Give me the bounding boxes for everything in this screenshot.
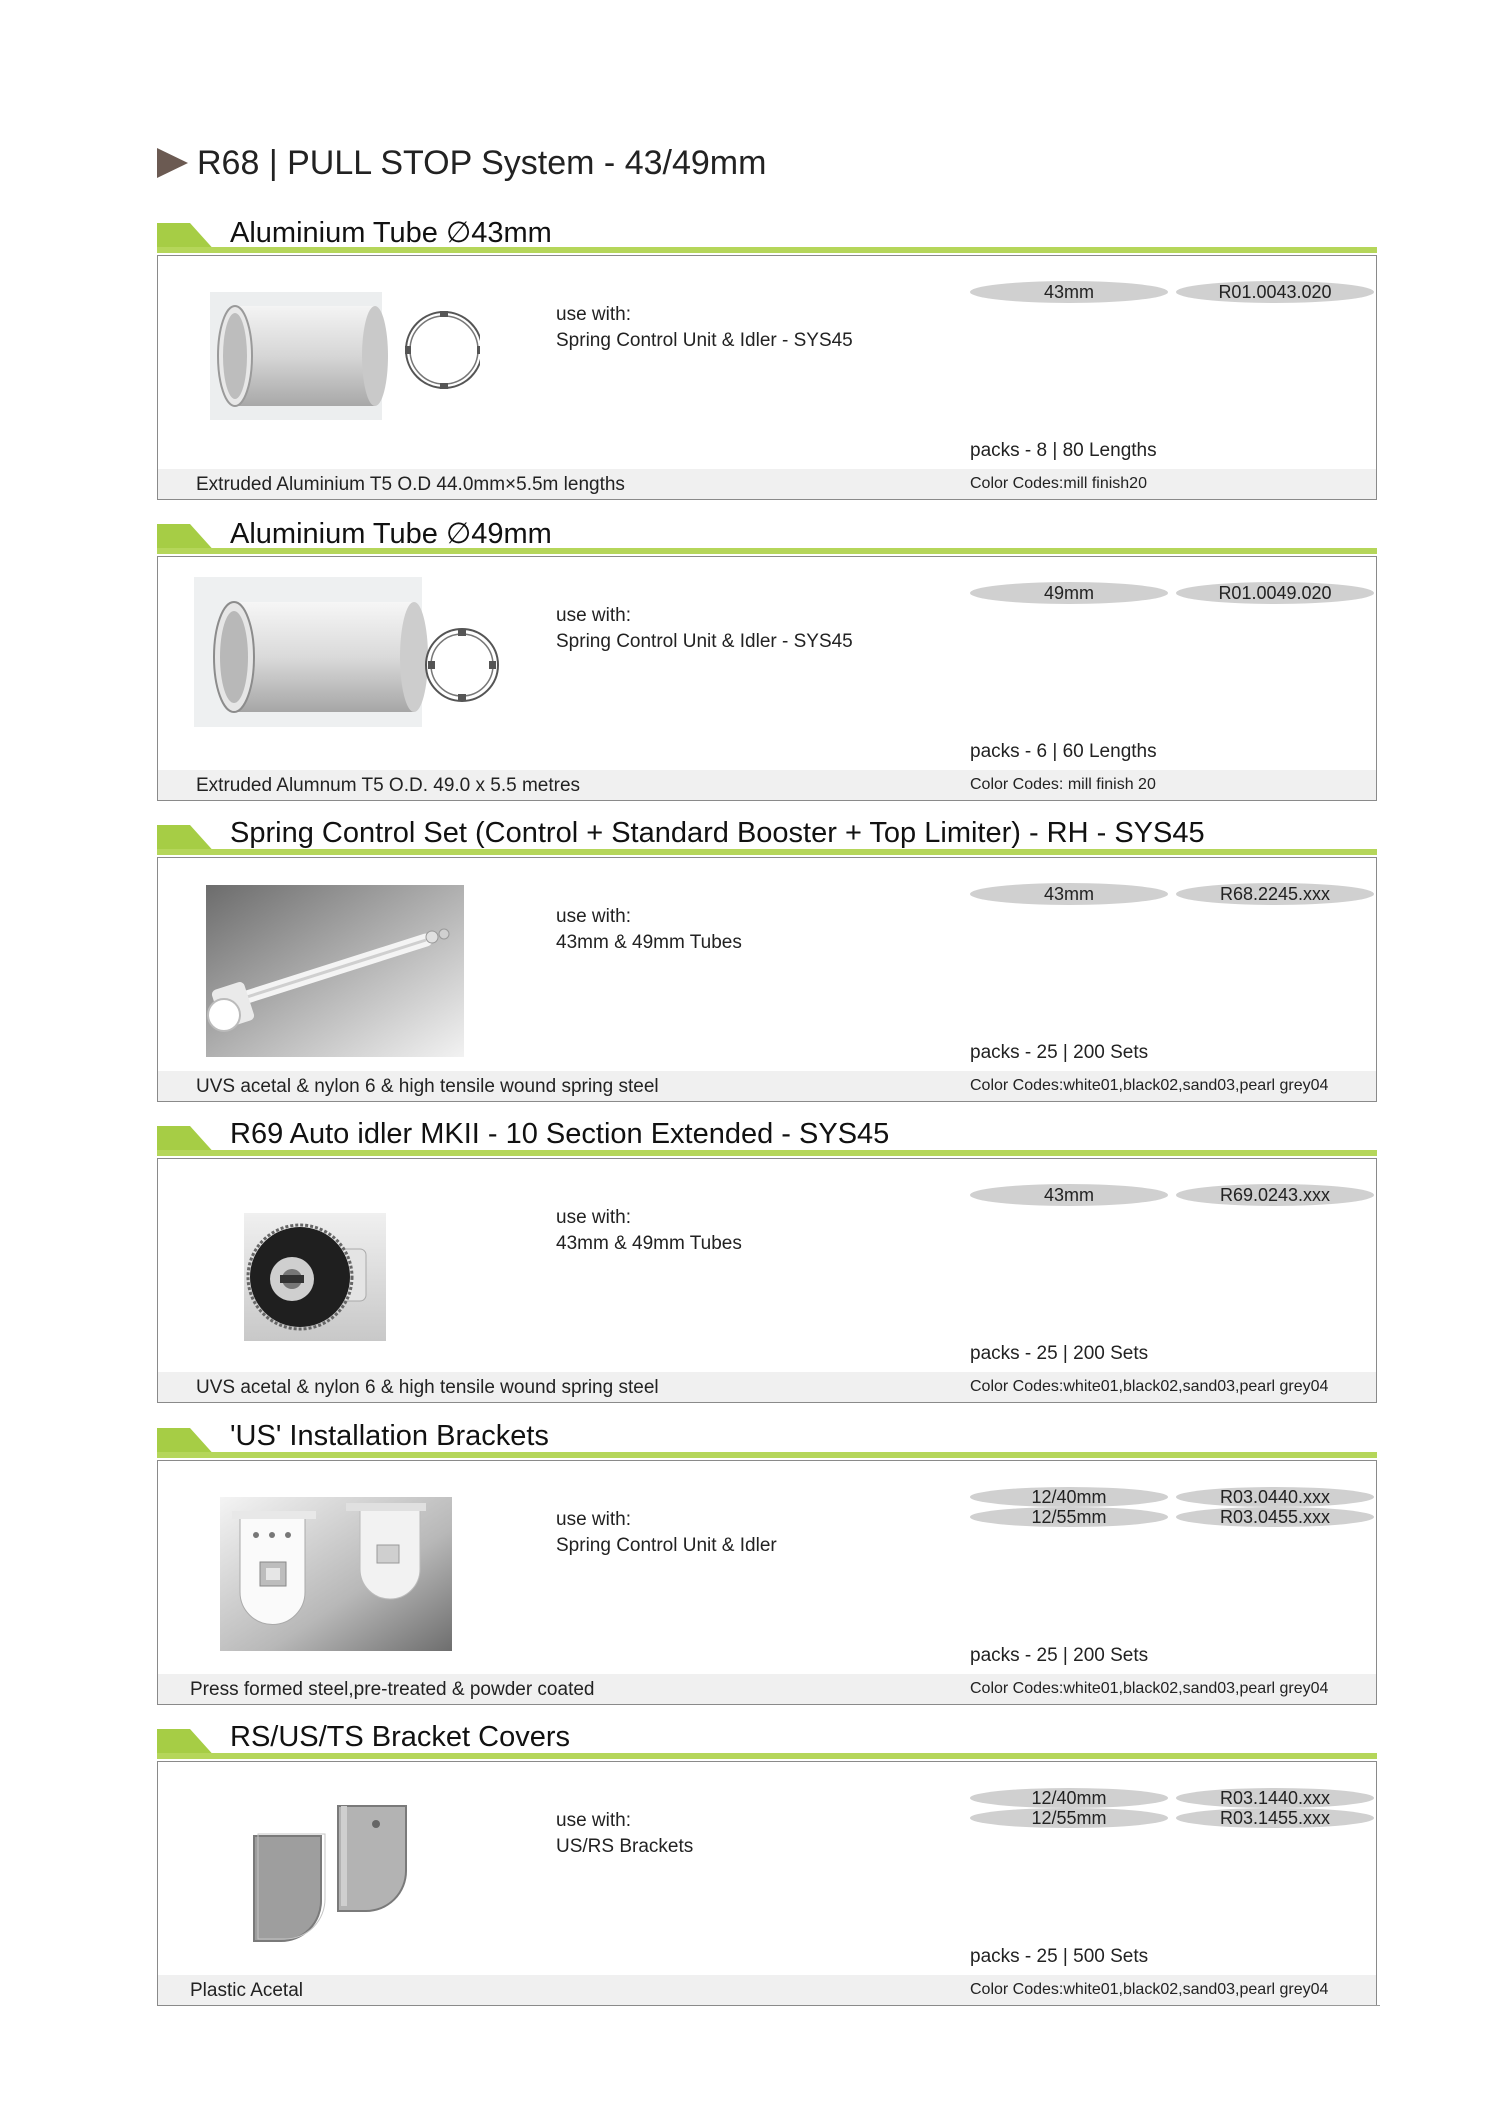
color-codes: Color Codes:white01,black02,sand03,pearl grey04 bbox=[970, 1077, 1329, 1094]
size-pill: 43mm bbox=[970, 883, 1168, 905]
material-text: Extruded Aluminium T5 O.D 44.0mm×5.5m lengths bbox=[196, 474, 625, 495]
size-pill bbox=[970, 1487, 1168, 1527]
code-pill: R69.0243.xxx bbox=[1176, 1184, 1374, 1206]
use-with bbox=[556, 1507, 777, 1559]
size-line-2: 12/55mm bbox=[1031, 1507, 1107, 1527]
spring-control-set-icon bbox=[206, 885, 464, 1062]
color-codes: Color Codes:white01,black02,sand03,pearl grey04 bbox=[970, 1981, 1329, 1998]
material-text: Extruded Alumnum T5 O.D. 49.0 x 5.5 metres bbox=[196, 775, 581, 796]
use-with-label: use with: bbox=[556, 605, 631, 626]
auto-idler-icon bbox=[244, 1213, 386, 1346]
code-pill: R01.0043.020 bbox=[1176, 281, 1374, 303]
product-section-aluminium-tube-43 bbox=[157, 211, 1377, 500]
size-line-2: 12/55mm bbox=[1031, 1808, 1107, 1828]
product-section-us-brackets bbox=[157, 1416, 1377, 1705]
section-header bbox=[157, 813, 1377, 857]
section-header bbox=[157, 211, 1377, 255]
size-line-1: 12/40mm bbox=[1031, 1487, 1107, 1507]
product-box bbox=[157, 1761, 1377, 2006]
title-arrow-icon bbox=[157, 148, 188, 178]
code-line-1: R03.1440.xxx bbox=[1219, 1788, 1331, 1808]
packs-info: packs - 25 | 200 Sets bbox=[970, 1343, 1149, 1364]
code-line-2: R03.1455.xxx bbox=[1219, 1808, 1331, 1828]
use-with bbox=[556, 904, 742, 956]
size-pill: 43mm bbox=[970, 281, 1168, 303]
packs-info: packs - 25 | 200 Sets bbox=[970, 1645, 1149, 1666]
product-box bbox=[157, 857, 1377, 1102]
section-title: R69 Auto idler MKII - 10 Section Extended - SYS45 bbox=[230, 1118, 890, 1150]
footer-divider bbox=[1300, 2005, 1380, 2006]
color-codes: Color Codes:mill finish20 bbox=[970, 475, 1147, 492]
use-with bbox=[556, 1808, 693, 1860]
packs-info: packs - 6 | 60 Lengths bbox=[970, 741, 1157, 762]
code-pill: R01.0049.020 bbox=[1176, 582, 1374, 604]
page-title-text: R68 | PULL STOP System - 43/49mm bbox=[197, 143, 767, 182]
color-codes: Color Codes:white01,black02,sand03,pearl grey04 bbox=[970, 1378, 1329, 1395]
material-text: UVS acetal & nylon 6 & high tensile wound spring steel bbox=[196, 1076, 659, 1097]
section-title: Aluminium Tube ∅43mm bbox=[230, 217, 552, 249]
spec-row bbox=[158, 1674, 1376, 1704]
product-box bbox=[157, 556, 1377, 801]
product-box bbox=[157, 1158, 1377, 1403]
section-header bbox=[157, 1416, 1377, 1460]
use-with-value: Spring Control Unit & Idler - SYS45 bbox=[556, 631, 853, 652]
section-title: RS/US/TS Bracket Covers bbox=[230, 1721, 571, 1753]
use-with bbox=[556, 603, 853, 655]
product-section-aluminium-tube-49 bbox=[157, 512, 1377, 801]
spec-row bbox=[158, 1372, 1376, 1402]
code-line-2: R03.0455.xxx bbox=[1219, 1507, 1331, 1527]
use-with bbox=[556, 1205, 742, 1257]
product-section-bracket-covers bbox=[157, 1717, 1377, 2006]
material-text: Plastic Acetal bbox=[190, 1980, 303, 2001]
use-with-label: use with: bbox=[556, 1810, 631, 1831]
use-with-value: Spring Control Unit & Idler bbox=[556, 1535, 777, 1556]
size-pill bbox=[970, 1788, 1168, 1828]
use-with-label: use with: bbox=[556, 906, 631, 927]
bracket-cover-icon bbox=[246, 1796, 426, 1951]
spec-row bbox=[158, 1071, 1376, 1101]
us-bracket-icon bbox=[220, 1497, 452, 1656]
product-section-spring-control-set bbox=[157, 813, 1377, 1102]
use-with-value: 43mm & 49mm Tubes bbox=[556, 1233, 742, 1254]
spec-row bbox=[158, 770, 1376, 800]
packs-info: packs - 25 | 500 Sets bbox=[970, 1946, 1149, 1967]
product-box bbox=[157, 255, 1377, 500]
size-pill: 49mm bbox=[970, 582, 1168, 604]
code-pill bbox=[1176, 1487, 1374, 1527]
code-line-1: R03.0440.xxx bbox=[1219, 1487, 1331, 1507]
size-pill: 43mm bbox=[970, 1184, 1168, 1206]
code-pill bbox=[1176, 1788, 1374, 1828]
use-with-value: Spring Control Unit & Idler - SYS45 bbox=[556, 330, 853, 351]
section-header bbox=[157, 1717, 1377, 1761]
packs-info: packs - 8 | 80 Lengths bbox=[970, 440, 1157, 461]
color-codes: Color Codes: mill finish 20 bbox=[970, 776, 1156, 793]
code-pill: R68.2245.xxx bbox=[1176, 883, 1374, 905]
section-title: Spring Control Set (Control + Standard Booster + Top Limiter) - RH - SYS45 bbox=[230, 817, 1205, 849]
section-title: 'US' Installation Brackets bbox=[230, 1420, 549, 1452]
size-line-1: 12/40mm bbox=[1031, 1788, 1107, 1808]
section-title: Aluminium Tube ∅49mm bbox=[230, 518, 552, 550]
material-text: Press formed steel,pre-treated & powder coated bbox=[190, 1679, 595, 1700]
aluminium-tube-43-icon bbox=[210, 292, 480, 427]
product-section-auto-idler bbox=[157, 1114, 1377, 1403]
use-with bbox=[556, 302, 853, 354]
spec-row bbox=[158, 1975, 1376, 2005]
use-with-value: 43mm & 49mm Tubes bbox=[556, 932, 742, 953]
aluminium-tube-49-icon bbox=[194, 577, 499, 732]
packs-info: packs - 25 | 200 Sets bbox=[970, 1042, 1149, 1063]
use-with-label: use with: bbox=[556, 1509, 631, 1530]
color-codes: Color Codes:white01,black02,sand03,pearl grey04 bbox=[970, 1680, 1329, 1697]
use-with-label: use with: bbox=[556, 304, 631, 325]
use-with-label: use with: bbox=[556, 1207, 631, 1228]
product-box bbox=[157, 1460, 1377, 1705]
spec-row bbox=[158, 469, 1376, 499]
section-header bbox=[157, 1114, 1377, 1158]
section-header bbox=[157, 512, 1377, 556]
material-text: UVS acetal & nylon 6 & high tensile wound spring steel bbox=[196, 1377, 659, 1398]
use-with-value: US/RS Brackets bbox=[556, 1836, 694, 1857]
page-title bbox=[157, 138, 766, 188]
